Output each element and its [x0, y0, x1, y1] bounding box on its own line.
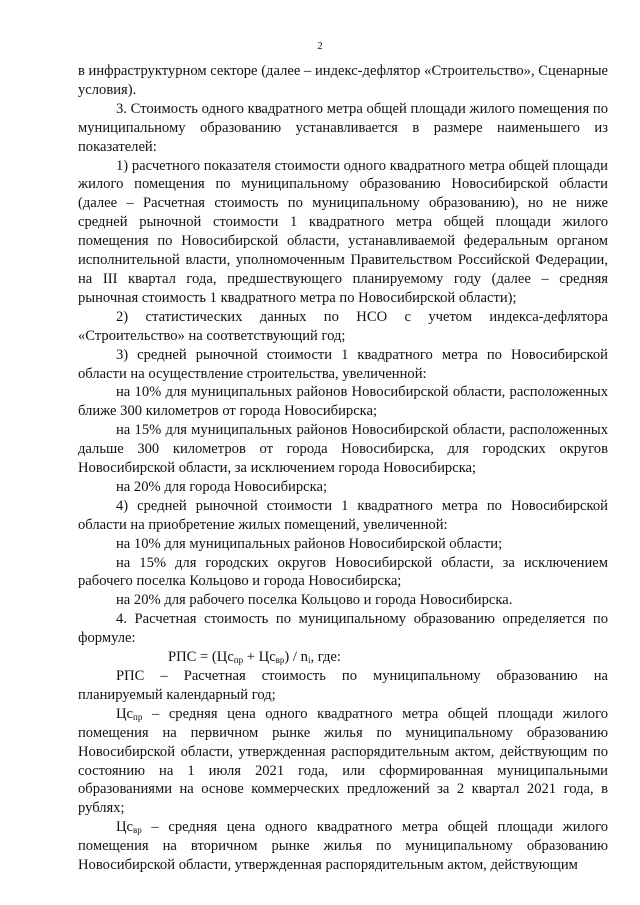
formula-tail: , где:	[310, 649, 341, 666]
cspr-subscript: пр	[133, 711, 143, 722]
paragraph: на 10% для муниципальных районов Новосибирской области, расположенных ближе 300 километров от города Новосибирска;	[78, 384, 608, 420]
paragraph: в инфраструктурном секторе (далее – индекс-дефлятор «Строительство», Сценарные условия).	[78, 63, 608, 98]
formula-sub-vr: вр	[275, 655, 285, 666]
paragraph: на 15% для городских округов Новосибирской области, за исключением рабочего поселка Кольцово и города Новосибирска;	[78, 554, 608, 590]
formula	[78, 648, 608, 667]
paragraph: 3. Стоимость одного квадратного метра общей площади жилого помещения по муниципальному образованию устанавливается в размере наименьшего из показателей:	[78, 100, 608, 155]
page-number: 2	[317, 40, 323, 52]
paragraph: 1) расчетного показателя стоимости одного квадратного метра общей площади жилого помещения по муниципальному образованию Новосибирской области (далее – Расчетная стоимость по муниципальному образованию), но не ниже средней рыночной стоимости 1 квадратного метра общей площади жилого помещения по Новосибирской области, устанавливаемой федеральным органом исполнительной власти, уполномоченным Правительством Российской Федерации, на III квартал года, предшествующего планируемому году (далее – средняя рыночная стоимость 1 квадратного метра по Новосибирской области);	[78, 157, 608, 306]
paragraph: на 20% для рабочего поселка Кольцово и города Новосибирска.	[116, 592, 513, 609]
csvr-symbol: Цс	[116, 819, 134, 836]
paragraph: на 20% для города Новосибирска;	[116, 478, 328, 495]
formula-lhs: РПС = (Цс	[168, 649, 234, 666]
paragraph: 4) средней рыночной стоимости 1 квадратного метра по Новосибирской области на приобретение жилых помещений, увеличенной:	[78, 497, 608, 533]
paragraph: 4. Расчетная стоимость по муниципальному образованию определяется по формуле:	[78, 611, 608, 647]
paragraph: на 10% для муниципальных районов Новосибирской области;	[116, 535, 503, 552]
paragraph: 3) средней рыночной стоимости 1 квадратного метра по Новосибирской области на осуществление строительства, увеличенной:	[78, 346, 608, 382]
cspr-symbol: Цс	[116, 705, 134, 722]
formula-div: ) / n	[284, 649, 308, 666]
definition-csvr	[78, 818, 608, 875]
formula-sub-pr: пр	[233, 655, 244, 666]
definition-rps: РПС – Расчетная стоимость по муниципальному образованию на планируемый календарный год;	[78, 668, 608, 703]
paragraph: 2) статистических данных по НСО с учетом индекса-дефлятора «Строительство» на соответствующий год;	[78, 308, 608, 344]
cspr-text: – средняя цена одного квадратного метра общей площади жилого помещения на первичном рынке жилья по муниципальному образованию Новосибирской области, утвержденная распорядительным актом, действующим по состоянию на 1 июля 2021 года, или сформированная муниципальными образованиями на основе коммерческих предложений за 2 квартал 2021 года, в рублях;	[78, 705, 608, 817]
formula-plus: + Цс	[243, 649, 276, 666]
definition-cspr	[78, 705, 608, 818]
csvr-text: – средняя цена одного квадратного метра общей площади жилого помещения на вторичном рынке жилья по муниципальному образованию Новосибирской области, утвержденная распорядительным актом, действующим	[78, 819, 608, 874]
csvr-subscript: вр	[133, 825, 142, 836]
paragraph: на 15% для муниципальных районов Новосибирской области, расположенных дальше 300 километров от города Новосибирска, для городских округов Новосибирской области, за исключением города Новосибирска;	[78, 422, 608, 477]
formula-sub-i: i	[307, 655, 311, 666]
document-body	[78, 62, 608, 875]
